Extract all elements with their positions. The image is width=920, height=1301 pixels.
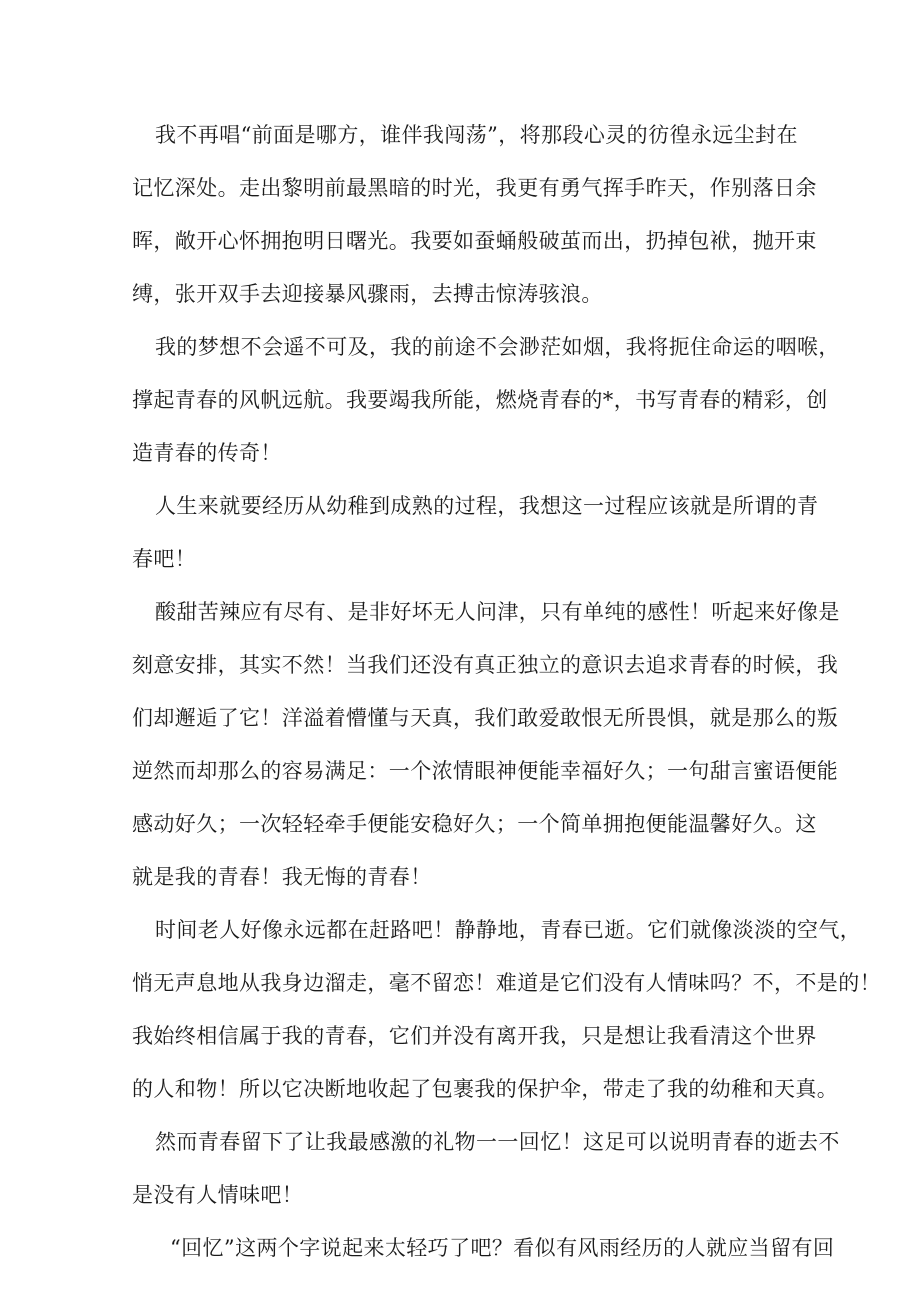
text-line: 我始终相信属于我的青春，它们并没有离开我，只是想让我看清这个世界	[132, 1024, 817, 1048]
text-line: 记忆深处。走出黎明前最黑暗的时光，我更有勇气挥手昨天，作别落日余	[132, 176, 817, 200]
text-line: 我的梦想不会遥不可及，我的前途不会渺茫如烟，我将扼住命运的咽喉，	[155, 335, 840, 359]
text-line: 刻意安排，其实不然！当我们还没有真正独立的意识去追求青春的时候，我	[132, 653, 839, 677]
text-line: 就是我的青春！我无悔的青春！	[132, 865, 432, 889]
text-line: 造青春的传奇！	[132, 441, 282, 465]
text-line: 我不再唱“前面是哪方，谁伴我闯荡”，将那段心灵的彷徨永远尘封在	[155, 123, 798, 147]
text-line: 人生来就要经历从幼稚到成熟的过程，我想这一过程应该就是所谓的青	[155, 494, 819, 518]
text-line: 时间老人好像永远都在赶路吧！静静地，青春已逝。它们就像淡淡的空气，	[155, 918, 862, 942]
text-line: 春吧！	[132, 547, 197, 571]
text-line: 然而青春留下了让我最感激的礼物一一回忆！这足可以说明青春的逝去不	[155, 1130, 840, 1154]
text-line: 晖，敞开心怀拥抱明日曙光。我要如蚕蛹般破茧而出，扔掉包袱，抛开束	[132, 229, 817, 253]
text-line: 的人和物！所以它决断地收起了包裹我的保护伞，带走了我的幼稚和天真。	[132, 1077, 839, 1101]
text-line: “回忆”这两个字说起来太轻巧了吧？看似有风雨经历的人就应当留有回	[170, 1236, 835, 1260]
text-line: 感动好久；一次轻轻牵手便能安稳好久；一个简单拥抱便能温馨好久。这	[132, 812, 817, 836]
text-line: 缚，张开双手去迎接暴风骤雨，去搏击惊涛骇浪。	[132, 282, 603, 306]
text-line: 酸甜苦辣应有尽有、是非好坏无人问津，只有单纯的感性！听起来好像是	[155, 600, 840, 624]
text-line: 是没有人情味吧！	[132, 1183, 304, 1207]
text-line: 们却邂逅了它！洋溢着懵懂与天真，我们敢爱敢恨无所畏惧，就是那么的叛	[132, 706, 839, 730]
text-line: 撑起青春的风帆远航。我要竭我所能，燃烧青春的*，书写青春的精彩，创	[132, 388, 828, 412]
text-line: 悄无声息地从我身边溜走，毫不留恋！难道是它们没有人情味吗？不，不是的！	[132, 971, 881, 995]
text-line: 逆然而却那么的容易满足：一个浓情眼神便能幸福好久；一句甜言蜜语便能	[132, 759, 839, 783]
